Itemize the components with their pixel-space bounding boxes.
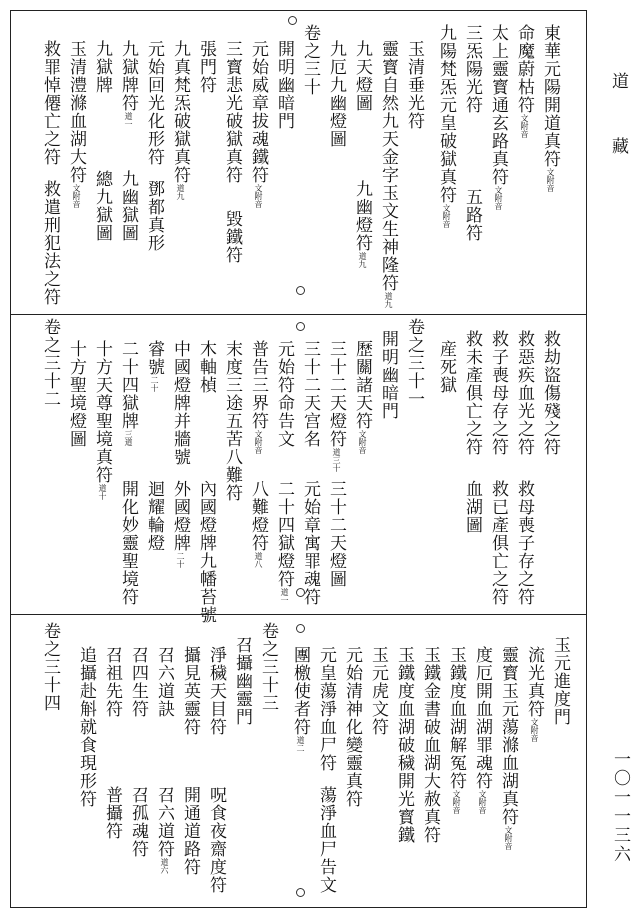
binding-hole	[296, 322, 305, 331]
entry-title: 九真梵炁破獄真符	[170, 40, 190, 184]
entry-title: 九天燈圖	[352, 40, 372, 112]
entry-note: 道一	[124, 112, 133, 128]
entry-title: 卷之三十一	[404, 318, 424, 408]
catalog-entry	[40, 318, 59, 408]
catalog-entry	[66, 40, 86, 208]
entry-title: 救子喪母存之符	[488, 330, 508, 456]
catalog-entry	[462, 188, 481, 242]
catalog-entry	[326, 40, 345, 148]
entry-note: 道八	[254, 552, 263, 568]
catalog-entry	[144, 40, 163, 166]
entry-title: 産死獄	[436, 340, 456, 394]
catalog-entry	[40, 40, 59, 166]
entry-title: 元始符命告文	[274, 340, 294, 448]
catalog-entry	[170, 480, 190, 568]
entry-note: 文附音	[442, 204, 451, 228]
catalog-entry	[462, 330, 481, 456]
entry-title: 東華元陽開道真符	[540, 24, 560, 168]
catalog-entry	[196, 340, 215, 394]
catalog-entry	[180, 786, 199, 876]
entry-title: 救已產俱亡之符	[488, 480, 508, 606]
catalog-entry	[40, 622, 59, 712]
entry-note: 道九	[358, 252, 367, 268]
catalog-entry	[352, 40, 371, 112]
catalog-entry	[488, 480, 507, 606]
entry-title: 呪食夜齋度符	[206, 786, 226, 894]
entry-title: 元始回光化形符	[144, 40, 164, 166]
catalog-entry	[472, 646, 492, 814]
entry-title: 開化妙靈聖境符	[118, 480, 138, 606]
entry-title: 三炁陽光符	[462, 24, 482, 114]
entry-title: 血湖圖	[462, 480, 482, 534]
entry-title: 內國燈牌九幡苔號	[196, 480, 216, 624]
catalog-entry	[196, 40, 215, 94]
binding-hole	[296, 624, 305, 633]
catalog-entry	[222, 40, 241, 184]
catalog-entry	[342, 646, 361, 808]
entry-title: 八難燈符	[248, 480, 268, 552]
catalog-entry	[274, 480, 294, 604]
entry-title: 元始清神化變靈真符	[342, 646, 362, 808]
catalog-entry	[300, 480, 319, 606]
catalog-entry	[92, 340, 112, 500]
entry-title: 木軸楨	[196, 340, 216, 394]
catalog-entry	[300, 24, 319, 96]
entry-note: 文附音	[546, 168, 555, 192]
entry-title: 張門符	[196, 40, 216, 94]
entry-note: 文附音	[254, 184, 263, 208]
entry-title: 三寳悲光破獄真符	[222, 40, 242, 184]
catalog-entry	[540, 24, 560, 192]
catalog-entry	[66, 340, 85, 448]
catalog-entry	[300, 340, 319, 448]
entry-title: 召六道訣	[154, 646, 174, 718]
entry-note: 文附音	[452, 790, 461, 814]
entry-note: 三道	[124, 430, 133, 446]
binding-hole	[296, 888, 305, 897]
catalog-entry	[550, 636, 569, 726]
entry-title: 卷之三十四	[40, 622, 60, 712]
catalog-entry	[144, 480, 163, 552]
entry-title: 三十二天燈符	[326, 340, 346, 448]
entry-title: 救遣刑犯法之符	[40, 180, 60, 306]
entry-note: 道三十	[332, 448, 341, 472]
entry-title: 鄧都真形	[144, 180, 164, 252]
catalog-entry	[274, 40, 293, 130]
entry-note: 文附音	[520, 114, 529, 138]
entry-title: 卷之三十	[300, 24, 320, 96]
catalog-entry	[144, 340, 164, 392]
catalog-entry	[232, 636, 251, 726]
catalog-entry	[92, 170, 111, 242]
entry-note: 道六	[160, 858, 169, 874]
catalog-entry	[118, 170, 137, 242]
catalog-entry	[154, 646, 173, 718]
entry-title: 靈寳玉元蕩滌血湖真符	[498, 646, 518, 826]
catalog-entry	[436, 24, 456, 228]
entry-title: 九幽燈符	[352, 180, 372, 252]
entry-title: 流光真符	[524, 646, 544, 718]
catalog-entry	[540, 330, 559, 456]
entry-note: 道九	[176, 184, 185, 200]
catalog-entry	[514, 24, 534, 138]
entry-note: 道一	[280, 588, 289, 604]
entry-title: 玉元進度門	[550, 636, 570, 726]
catalog-entry	[394, 646, 413, 844]
catalog-entry	[514, 480, 533, 606]
catalog-entry	[102, 786, 121, 840]
catalog-entry	[404, 318, 423, 408]
entry-title: 歷關諸天符	[352, 340, 372, 430]
entry-title: 太上靈寳通玄路真符	[488, 24, 508, 186]
catalog-entry	[326, 480, 345, 588]
entry-title: 玉鐵金書破血湖大赦真符	[420, 646, 440, 844]
catalog-entry	[290, 646, 310, 752]
entry-note: 道二	[296, 736, 305, 752]
entry-title: 救罪悼僊亡之符	[40, 40, 60, 166]
catalog-entry	[316, 786, 335, 894]
catalog-entry	[436, 340, 455, 394]
entry-title: 十方聖境燈圖	[66, 340, 86, 448]
entry-title: 末度三途五苦八難符	[222, 340, 242, 502]
section-divider	[10, 314, 587, 315]
entry-title: 召四生符	[128, 646, 148, 718]
entry-title: 卷之三十二	[40, 318, 60, 408]
entry-title: 救未產俱亡之符	[462, 330, 482, 456]
catalog-entry	[40, 180, 59, 306]
entry-title: 開通道路符	[180, 786, 200, 876]
catalog-entry	[118, 480, 137, 606]
catalog-entry	[462, 480, 481, 534]
catalog-entry	[462, 24, 481, 114]
entry-title: 蕩淨血尸告文	[316, 786, 336, 894]
catalog-entry	[248, 40, 268, 208]
catalog-entry	[378, 40, 398, 308]
catalog-entry	[154, 786, 174, 874]
entry-title: 普告三界符	[248, 340, 268, 430]
entry-title: 團檄使者符	[290, 646, 310, 736]
entry-title: 召攝幽靈門	[232, 636, 252, 726]
catalog-entry	[274, 340, 293, 448]
catalog-entry	[128, 786, 147, 858]
entry-title: 外國燈牌	[170, 480, 190, 552]
entry-note: 道九	[384, 292, 393, 308]
entry-title: 救劫盜傷殘之符	[540, 330, 560, 456]
entry-note: 文附音	[504, 826, 513, 850]
entry-title: 追攝赴斛就食現形符	[76, 646, 96, 808]
catalog-entry	[316, 646, 335, 772]
catalog-entry	[352, 340, 372, 454]
entry-title: 元皇蕩淨血尸符	[316, 646, 336, 772]
entry-title: 元始威章拔魂鐵符	[248, 40, 268, 184]
catalog-entry	[180, 646, 199, 736]
catalog-entry	[368, 646, 387, 736]
entry-title: 三十二天宫名	[300, 340, 320, 448]
catalog-entry	[118, 40, 138, 128]
catalog-entry	[92, 40, 111, 94]
catalog-entry	[206, 786, 225, 894]
catalog-entry	[446, 646, 466, 814]
catalog-entry	[76, 646, 95, 808]
catalog-entry	[196, 480, 215, 624]
entry-title: 中國燈牌并牆號	[170, 340, 190, 466]
page-number: 一〇一一三六	[610, 750, 630, 864]
entry-title: 玉鐵度血湖解冤符	[446, 646, 466, 790]
entry-title: 玉清垂光符	[404, 40, 424, 130]
entry-title: 命魔蔚枯符	[514, 24, 534, 114]
entry-title: 十方天尊聖境真符	[92, 340, 112, 484]
catalog-entry	[326, 340, 346, 472]
binding-hole	[288, 16, 297, 25]
entry-title: 二十四獄燈符	[274, 480, 294, 588]
catalog-entry	[102, 646, 121, 718]
entry-note: 道十	[98, 484, 107, 500]
entry-title: 九獄牌	[92, 40, 112, 94]
catalog-entry	[222, 210, 241, 264]
entry-title: 玉元虎文符	[368, 646, 388, 736]
entry-title: 開明幽暗門	[274, 40, 294, 130]
entry-title: 二十四獄牌	[118, 340, 138, 430]
entry-title: 元始章寓罪魂符	[300, 480, 320, 606]
entry-title: 救母喪子存之符	[514, 480, 534, 606]
catalog-entry	[206, 646, 225, 736]
catalog-entry	[258, 622, 277, 712]
entry-title: 玉鐵度血湖破穢開光寳鐵	[394, 646, 414, 844]
catalog-entry	[378, 330, 397, 420]
collection-title: 道 藏	[608, 72, 628, 168]
catalog-entry	[170, 40, 190, 200]
entry-note: 二十	[150, 376, 159, 392]
catalog-entry	[524, 646, 544, 742]
catalog-entry	[222, 340, 241, 502]
catalog-entry	[248, 340, 268, 454]
entry-title: 靈寳自然九天金字玉文生神隆符	[378, 40, 398, 292]
catalog-entry	[488, 330, 507, 456]
entry-note: 文附音	[358, 430, 367, 454]
entry-title: 三十二天燈圖	[326, 480, 346, 588]
section-divider	[10, 614, 587, 615]
entry-title: 開明幽暗門	[378, 330, 398, 420]
binding-hole	[296, 286, 305, 295]
catalog-entry	[352, 180, 372, 268]
entry-title: 九陽梵炁元皇破獄真符	[436, 24, 456, 204]
catalog-entry	[514, 330, 533, 456]
entry-title: 總九獄圖	[92, 170, 112, 242]
catalog-entry	[498, 646, 518, 850]
entry-title: 救惡疾血光之符	[514, 330, 534, 456]
catalog-entry	[404, 40, 423, 130]
entry-title: 迴耀輪燈	[144, 480, 164, 552]
catalog-entry	[248, 480, 268, 568]
entry-title: 攝見英靈符	[180, 646, 200, 736]
entry-title: 毀鐵符	[222, 210, 242, 264]
catalog-entry	[488, 24, 508, 210]
entry-note: 文附音	[72, 184, 81, 208]
catalog-entry	[144, 180, 163, 252]
entry-title: 召孤魂符	[128, 786, 148, 858]
entry-title: 睿號	[144, 340, 164, 376]
entry-title: 玉清澧滌血湖大符	[66, 40, 86, 184]
entry-note: 文附音	[530, 718, 539, 742]
catalog-entry	[128, 646, 147, 718]
entry-title: 淨穢天目符	[206, 646, 226, 736]
entry-title: 九幽獄圖	[118, 170, 138, 242]
catalog-entry	[170, 340, 189, 466]
entry-note: 文附音	[254, 430, 263, 454]
entry-note: 文附音	[494, 186, 503, 210]
entry-title: 召祖先符	[102, 646, 122, 718]
entry-note: 文附音	[478, 790, 487, 814]
entry-title: 召六道符	[154, 786, 174, 858]
entry-note: 二十	[176, 552, 185, 568]
entry-title: 度厄開血湖罪魂符	[472, 646, 492, 790]
entry-title: 九厄九幽燈圖	[326, 40, 346, 148]
entry-title: 卷之三十三	[258, 622, 278, 712]
catalog-entry	[420, 646, 439, 844]
entry-title: 九獄牌符	[118, 40, 138, 112]
entry-title: 普攝符	[102, 786, 122, 840]
entry-title: 五路符	[462, 188, 482, 242]
catalog-entry	[118, 340, 138, 446]
